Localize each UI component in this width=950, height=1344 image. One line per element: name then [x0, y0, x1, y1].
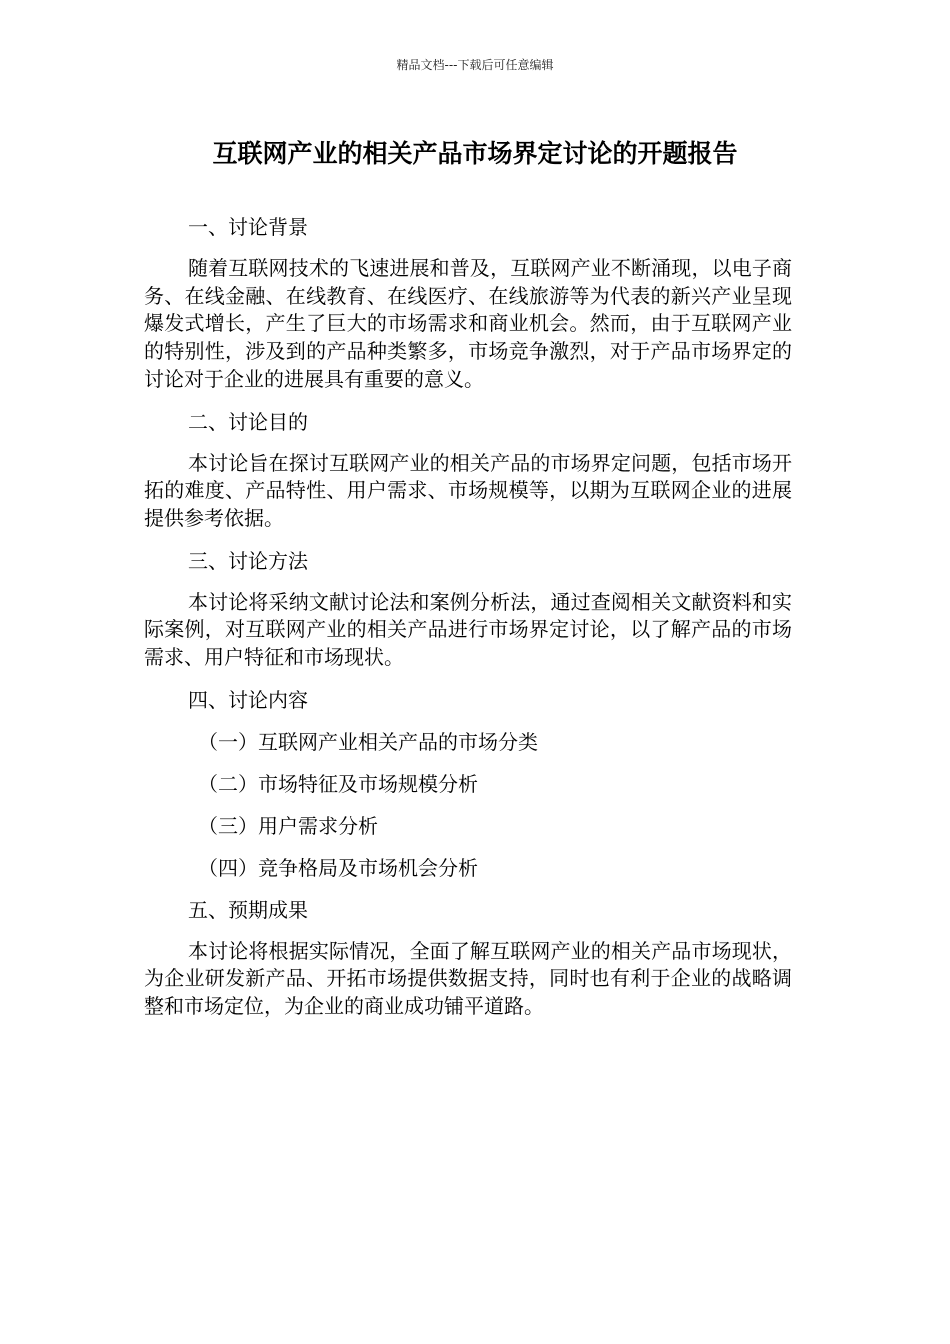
content-list-item: （二）市场特征及市场规模分析: [198, 771, 478, 796]
content-list-item: （一）互联网产业相关产品的市场分类: [198, 729, 538, 754]
header-note: 精品文档---下载后可任意编辑: [396, 58, 554, 72]
document-body: [144, 213, 792, 1021]
section-heading-background: 一、讨论背景: [188, 215, 308, 239]
section-paragraph-method: 本讨论将采纳文献讨论法和案例分析法，通过查阅相关文献资料和实际案例，对互联网产业的相关产品进行市场界定讨论，以了解产品的市场需求、用户特征和市场现状。: [144, 589, 792, 670]
document-title: 互联网产业的相关产品市场界定讨论的开题报告: [212, 139, 738, 168]
section-heading-content: 四、讨论内容: [188, 687, 308, 712]
section-heading-method: 三、讨论方法: [188, 548, 308, 573]
section-heading-purpose: 二、讨论目的: [188, 409, 308, 434]
content-list-item: （三）用户需求分析: [198, 813, 378, 838]
section-paragraph-background: 随着互联网技术的飞速进展和普及，互联网产业不断涌现，以电子商务、在线金融、在线教育、在线医疗、在线旅游等为代表的新兴产业呈现爆发式增长，产生了巨大的市场需求和商业机会。然而，由于互联网产业的特别性，涉及到的产品种类繁多，市场竞争激烈，对于产品市场界定的讨论对于企业的进展具有重要的意义。: [144, 256, 792, 391]
section-paragraph-expected-results: 本讨论将根据实际情况，全面了解互联网产业的相关产品市场现状，为企业研发新产品、开拓市场提供数据支持，同时也有利于企业的战略调整和市场定位，为企业的商业成功铺平道路。: [144, 938, 792, 1019]
section-heading-expected-results: 五、预期成果: [188, 897, 308, 922]
section-paragraph-purpose: 本讨论旨在探讨互联网产业的相关产品的市场界定问题，包括市场开拓的难度、产品特性、用户需求、市场规模等，以期为互联网企业的进展提供参考依据。: [144, 450, 792, 530]
content-list-item: （四）竞争格局及市场机会分析: [198, 855, 478, 880]
